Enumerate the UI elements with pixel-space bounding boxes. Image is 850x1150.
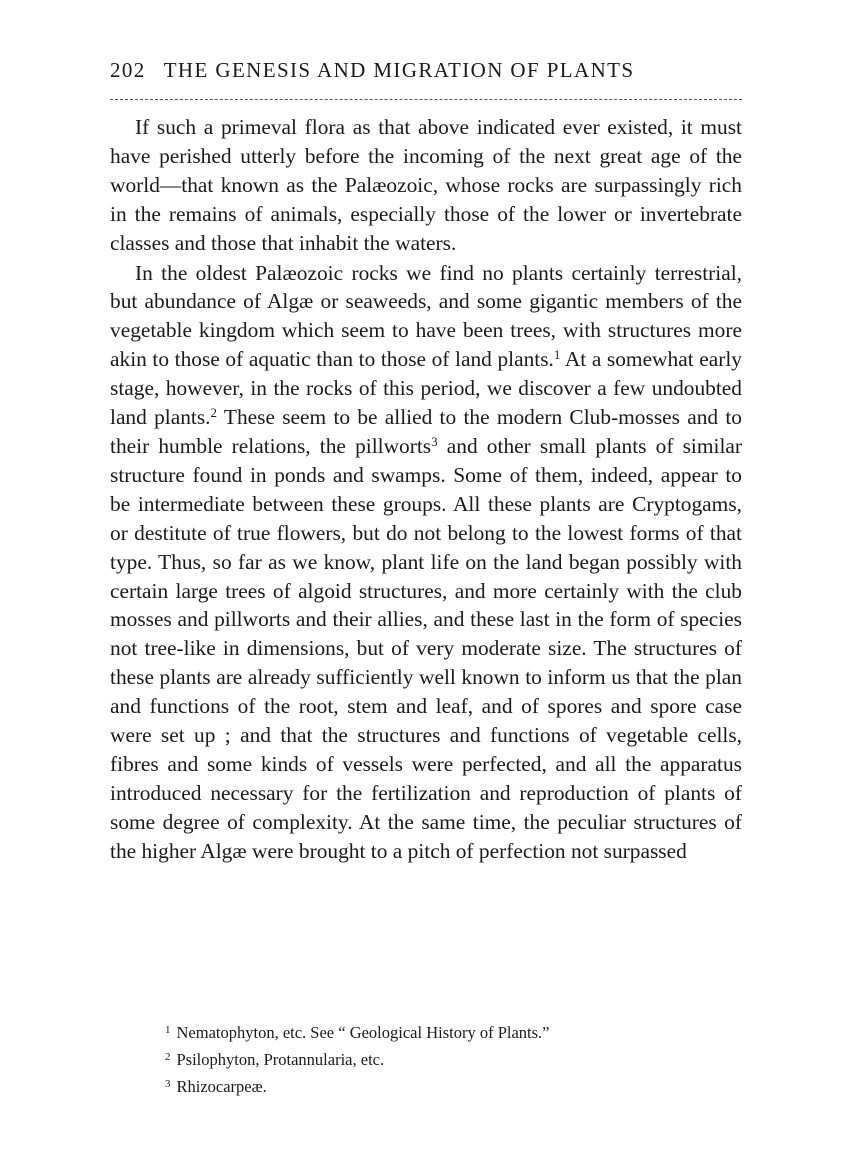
page-number: 202: [110, 58, 146, 82]
footnotes: [165, 1018, 755, 1099]
footnote-mark: 2: [165, 1051, 171, 1063]
footnote-2: [165, 1045, 755, 1072]
paragraph-2: [110, 259, 742, 866]
paragraph-2-part-2: At a somewhat early stage, however, in the rocks of this period, we discover a few undoubted land plants.: [110, 347, 742, 430]
footnote-ref-1: 1: [553, 347, 561, 363]
header-rule: [110, 99, 742, 100]
footnote-text: Rhizocarpeæ.: [176, 1077, 267, 1096]
footnote-mark: 1: [165, 1024, 171, 1036]
footnote-text: Psilophyton, Protannularia, etc.: [176, 1050, 385, 1069]
paragraph-2-part-3: These seem to be allied to the modern Club-mosses and to their humble relations, the pillworts: [110, 405, 742, 458]
footnote-ref-2: 2: [210, 405, 218, 421]
footnote-3: [165, 1072, 755, 1099]
paragraph-1: If such a primeval flora as that above indicated ever existed, it must have perished utterly before the incoming of the next great age of the world—that known as the Palæozoic, whose rocks are surpassingly rich in the remains of animals, especially those of the lower or invertebrate classes and those that inhabit the waters.: [110, 115, 742, 255]
footnote-1: [165, 1018, 755, 1045]
paragraph-2-part-4: and other small plants of similar structure found in ponds and swamps. Some of them, indeed, appear to be intermediate between these groups. All these plants are Cryptogams, or destitute of true flowers, but do not belong to the lowest forms of that type. Thus, so far as we know, plant life on the land began possibly with certain large trees of algoid structures, and more certainly with the club mosses and pillworts and their allies, and these last in the form of species not tree-like in dimensions, but of very moderate size. The structures of these plants are already sufficiently well known to inform us that the plan and functions of the root, stem and leaf, and of spores and spore case were set up ; and that the structures and functions of vegetable cells, fibres and some kinds of vessels were perfected, and all the apparatus introduced necessary for the fertilization and reproduction of plants of some degree of complexity. At the same time, the peculiar structures of the higher Algæ were brought to a pitch of perfection not surpassed: [110, 433, 743, 863]
body-text: [110, 113, 742, 866]
footnote-mark: 3: [165, 1078, 171, 1090]
paragraph-2-part-1: In the oldest Palæozoic rocks we find no plants certainly terrestrial, but abundance of Algæ or seaweeds, and some gigantic members of the vegetable kingdom which seem to have been trees, with structures more akin to those of aquatic than to those of land plants.: [110, 260, 742, 372]
running-head: [110, 58, 742, 83]
running-title: THE GENESIS AND MIGRATION OF PLANTS: [163, 58, 635, 82]
footnote-ref-3: 3: [431, 433, 438, 449]
footnote-text: Nematophyton, etc. See “ Geological History of Plants.”: [176, 1023, 550, 1042]
